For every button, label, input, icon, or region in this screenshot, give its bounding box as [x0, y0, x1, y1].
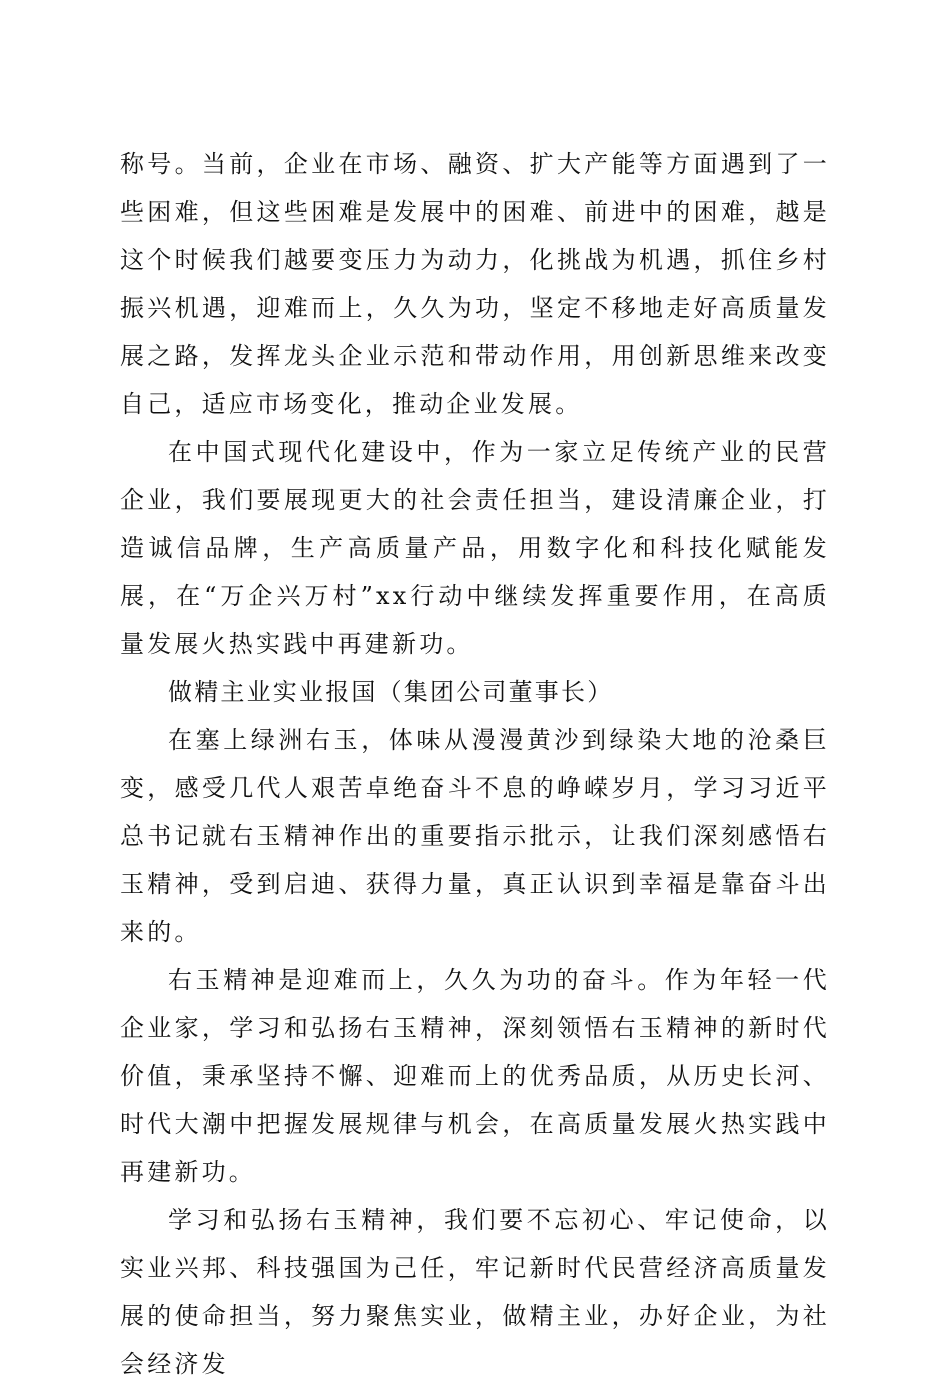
- document-body: [120, 140, 830, 1388]
- paragraph-youyu-spirit: 右玉精神是迎难而上，久久为功的奋斗。作为年轻一代企业家，学习和弘扬右玉精神，深刻领悟右玉精神的新时代价值，秉承坚持不懈、迎难而上的优秀品质，从历史长河、时代大潮中把握发展规律与机会，在高质量发展火热实践中再建新功。: [120, 966, 830, 1186]
- paragraph-private-enterprise: 在中国式现代化建设中，作为一家立足传统产业的民营企业，我们要展现更大的社会责任担当，建设清廉企业，打造诚信品牌，生产高质量产品，用数字化和科技化赋能发展，在“万企兴万村”xx行动中继续发挥重要作用，在高质量发展火热实践中再建新功。: [120, 438, 830, 658]
- paragraph-continuation: 称号。当前，企业在市场、融资、扩大产能等方面遇到了一些困难，但这些困难是发展中的困难、前进中的困难，越是这个时候我们越要变压力为动力，化挑战为机遇，抓住乡村振兴机遇，迎难而上，久久为功，坚定不移地走好高质量发展之路，发挥龙头企业示范和带动作用，用创新思维来改变自己，适应市场变化，推动企业发展。: [120, 150, 830, 418]
- section-heading: 做精主业实业报国（集团公司董事长）: [168, 678, 614, 706]
- paragraph-youyu-visit: 在塞上绿洲右玉，体味从漫漫黄沙到绿染大地的沧桑巨变，感受几代人艰苦卓绝奋斗不息的峥嵘岁月，学习习近平总书记就右玉精神作出的重要指示批示，让我们深刻感悟右玉精神，受到启迪、获得力量，真正认识到幸福是靠奋斗出来的。: [120, 726, 830, 946]
- paragraph-mission: 学习和弘扬右玉精神，我们要不忘初心、牢记使命，以实业兴邦、科技强国为己任，牢记新时代民营经济高质量发展的使命担当，努力聚焦实业，做精主业，办好企业，为社会经济发: [120, 1206, 830, 1378]
